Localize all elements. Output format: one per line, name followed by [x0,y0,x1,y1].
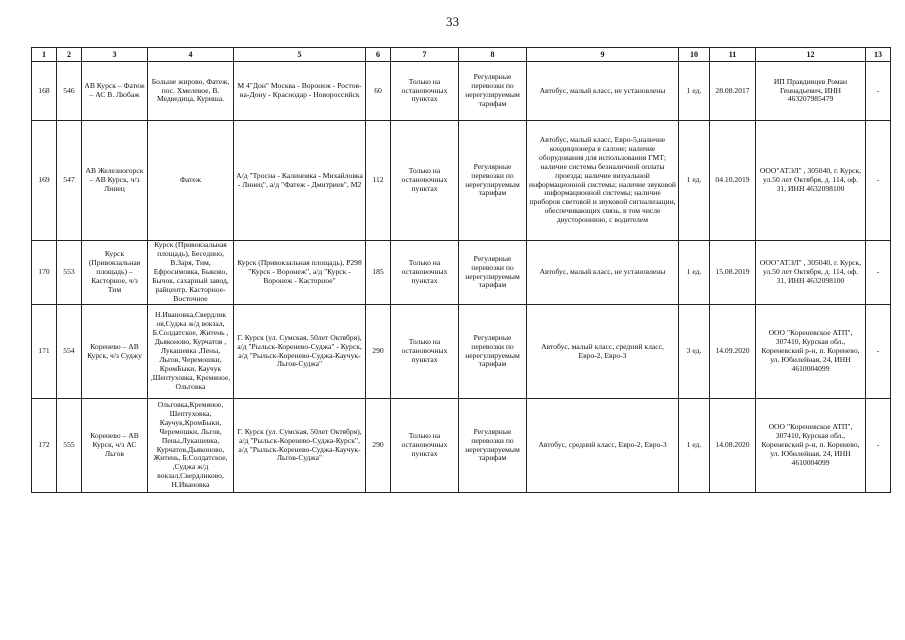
row-number: 170 [32,241,57,305]
transport-type: Регулярные перевозки по нерегулируемым тарифам [459,121,527,241]
start-date: 14.08.2020 [710,399,756,493]
route-name: АВ Курск – Фатеж – АС В. Любаж [82,62,148,121]
column-header: 7 [391,48,459,62]
column-header: 3 [82,48,148,62]
column-header: 8 [459,48,527,62]
vehicle-characteristics: Автобус, малый класс, Евро-5,наличие кондиционера в салоне; наличие оборудования для использования ГМТ; наличие системы безналичной оплаты проезда; наличие визуальной информационной системы; наличие звуковой информационной системы; наличие приборов световой и звуковой сигнализации, обеспечивающих связь, в том числе двустороннюю, с водителем [527,121,679,241]
table-row [32,399,891,493]
boarding-procedure: Только на остановочных пунктах [391,399,459,493]
intermediate-stops: Больше жирово, Фатеж, пос. Хмелевое, В. Медведица, Куриша. [148,62,234,121]
route-streets: Курск (Привокзальная площадь), Р298 "Курск - Воронеж", а/д "Курск - Воронеж - Касторное" [234,241,366,305]
start-date: 15.08.2019 [710,241,756,305]
route-name: Коренево – АВ Курск, ч/з АС Льгов [82,399,148,493]
transport-type: Регулярные перевозки по нерегулируемым тарифам [459,241,527,305]
route-name: Курск (Привокзальная площадь) – Касторное, ч/з Тим [82,241,148,305]
boarding-procedure: Только на остановочных пунктах [391,241,459,305]
carrier-info: ИП Правдивцев Роман Геннадьевич, ИНН 463207985479 [756,62,866,121]
route-length: 112 [366,121,391,241]
boarding-procedure: Только на остановочных пунктах [391,305,459,399]
table-row [32,121,891,241]
row-number: 169 [32,121,57,241]
table-row [32,62,891,121]
extra-info: - [866,399,891,493]
vehicle-characteristics: Автобус, малый класс, не установлены [527,241,679,305]
row-number: 171 [32,305,57,399]
route-streets: Г. Курск (ул. Сумская, 50лет Октября), а/д "Рыльск-Коренево-Суджа-Курск", а/д "Рыльск-Коренево-Суджа-Каучук-Льгов-Суджа" [234,399,366,493]
route-number: 547 [57,121,82,241]
page-number: 33 [446,14,459,29]
header-row [32,48,891,62]
route-length: 290 [366,305,391,399]
route-number: 546 [57,62,82,121]
boarding-procedure: Только на остановочных пунктах [391,121,459,241]
start-date: 14.09.2020 [710,305,756,399]
extra-info: - [866,62,891,121]
route-registry-table [31,47,891,493]
route-length: 290 [366,399,391,493]
route-streets: А/д "Тросна - Калиновка - Михайловка - Линец", а/д "Фатеж - Дмитриев", М2 [234,121,366,241]
extra-info: - [866,241,891,305]
carrier-info: ООО"АТЭЛ" , 305040, г. Курск, ул.50 лет Октября, д. 114, оф. 31, ИНН 4632098100 [756,241,866,305]
row-number: 168 [32,62,57,121]
route-number: 554 [57,305,82,399]
extra-info: - [866,305,891,399]
route-number: 553 [57,241,82,305]
route-streets: М 4"Дон" Москва - Воронеж - Ростов-на-Дону - Краснодар - Новороссийск [234,62,366,121]
intermediate-stops: Курск (Привокзальная площадь), Беседино, В.Заря, Тим, Ефросимовка, Быково, Бычок, сахарный завод, райцентр, Касторное-Восточное [148,241,234,305]
carrier-info: ООО"АТЭЛ" , 305040, г. Курск, ул.50 лет Октября, д. 114, оф. 31, ИНН 4632098100 [756,121,866,241]
column-header: 11 [710,48,756,62]
transport-type: Регулярные перевозки по нерегулируемым тарифам [459,305,527,399]
vehicle-count: 1 ед. [679,62,710,121]
table-row [32,305,891,399]
vehicle-characteristics: Автобус, малый класс, не установлены [527,62,679,121]
column-header: 10 [679,48,710,62]
vehicle-characteristics: Автобус, средний класс, Евро-2, Евро-3 [527,399,679,493]
route-streets: Г. Курск (ул. Сумская, 50лет Октября), а/д "Рыльск-Коренево-Суджа" - Курск, а/д "Рыльск-Коренево-Суджа-Каучук-Льгов-Суджа" [234,305,366,399]
column-header: 1 [32,48,57,62]
vehicle-count: 1 ед. [679,241,710,305]
vehicle-count: 1 ед. [679,399,710,493]
start-date: 28.08.2017 [710,62,756,121]
column-header: 9 [527,48,679,62]
route-length: 60 [366,62,391,121]
transport-type: Регулярные перевозки по нерегулируемым тарифам [459,399,527,493]
carrier-info: ООО "Кореневское АТП", 307410, Курская обл., Кореневский р-н, п. Коренево, ул. Юбилейная, 24, ИНН 4610004099 [756,399,866,493]
carrier-info: ООО "Кореневское АТП", 307410, Курская обл., Кореневский р-н, п. Коренево, ул. Юбилейная, 24, ИНН 4610004099 [756,305,866,399]
route-length: 185 [366,241,391,305]
intermediate-stops: Фатеж [148,121,234,241]
vehicle-characteristics: Автобус, малый класс, средний класс, Евро-2, Евро-3 [527,305,679,399]
intermediate-stops: Ольговка,Кремяное, Шептуховка, Каучук,КромБыки, Черемошки, Льгов, Пены,Лукашевка, Курчатов,Дьяконово, Житень, Б.Солдатское, ,Суджа ж/д вокзал,Свердликово, Н.Ивановка [148,399,234,493]
extra-info: - [866,121,891,241]
vehicle-count: 3 ед. [679,305,710,399]
boarding-procedure: Только на остановочных пунктах [391,62,459,121]
column-header: 12 [756,48,866,62]
row-number: 172 [32,399,57,493]
route-number: 555 [57,399,82,493]
start-date: 04.10.2019 [710,121,756,241]
column-header: 5 [234,48,366,62]
vehicle-count: 1 ед. [679,121,710,241]
column-header: 13 [866,48,891,62]
route-name: Коренево – АВ Курск, ч/з Суджу [82,305,148,399]
column-header: 2 [57,48,82,62]
column-header: 4 [148,48,234,62]
table-row [32,241,891,305]
column-header: 6 [366,48,391,62]
route-name: АВ Железногорск – АВ Курск, ч/з Линец [82,121,148,241]
transport-type: Регулярные перевозки по нерегулируемым тарифам [459,62,527,121]
intermediate-stops: Н.Ивановка,Свердлик ов,Суджа ж/д вокзал, Б.Солдатское, Житень , Дьяконово, Курчатов , Лукашевка ,Пены, Льгов, Черемошки, КромБыки, Каучук ,Шептуховка, Кремяное, Ольговка [148,305,234,399]
